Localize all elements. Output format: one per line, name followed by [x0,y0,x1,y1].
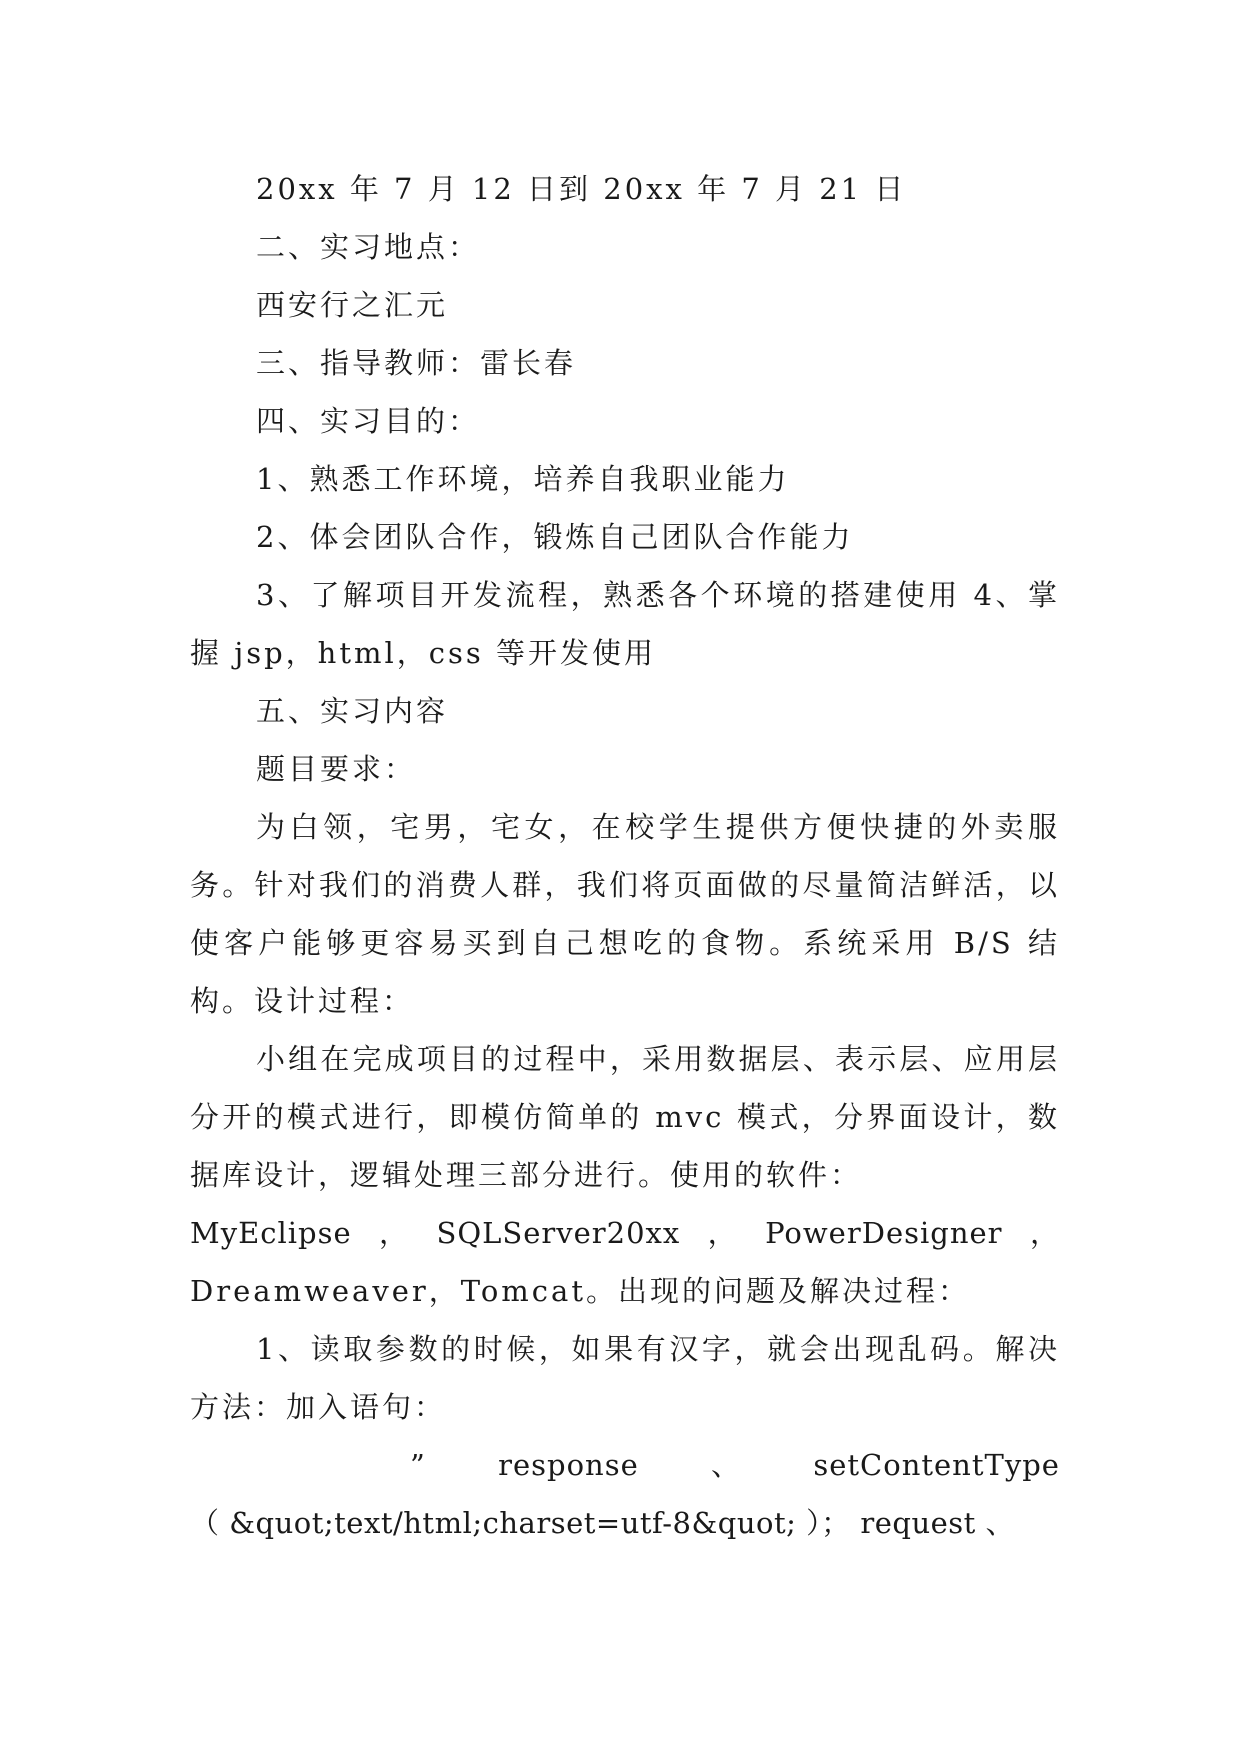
software-item: PowerDesigner [765,1216,1003,1250]
separator: ， [707,1216,738,1250]
code-line-1 [190,1436,1060,1494]
paragraph-requirements: 为白领，宅男，宅女，在校学生提供方便快捷的外卖服务。针对我们的消费人群，我们将页面做的尽量简洁鲜活，以使客户能够更容易买到自己想吃的食物。系统采用 B/S 结构。设计过程： [190,810,1060,1018]
separator: ， [1029,1216,1060,1250]
paragraph-location: 西安行之汇元 [256,288,449,322]
code-token: 、 [711,1448,742,1482]
software-item: SQLServer20xx [436,1216,681,1250]
software-item: MyEclipse [190,1216,352,1250]
code-line-2: （ &quot;text/html;charset=utf-8&quot; ）； request 、 [190,1506,1016,1540]
document-body [190,160,1060,1552]
code-token: setContentType [813,1448,1060,1482]
paragraph-after-software: Dreamweaver，Tomcat。出现的问题及解决过程： [190,1274,970,1308]
code-token: ” [410,1448,426,1482]
paragraph-date-range: 20xx 年 7 月 12 日到 20xx 年 7 月 21 日 [256,172,907,206]
code-token: response [498,1448,639,1482]
separator: ， [379,1216,410,1250]
goal-item-2: 2、体会团队合作，锻炼自己团队合作能力 [256,520,854,554]
heading-internship-location: 二、实习地点： [256,230,481,264]
goal-item-1: 1、熟悉工作环境，培养自我职业能力 [256,462,790,496]
problem-item-1: 1、读取参数的时候，如果有汉字，就会出现乱码。解决方法：加入语句： [190,1332,1060,1424]
heading-instructor: 三、指导教师：雷长春 [256,346,577,380]
heading-internship-content: 五、实习内容 [256,694,449,728]
paragraph-design-process: 小组在完成项目的过程中，采用数据层、表示层、应用层分开的模式进行，即模仿简单的 mvc 模式，分界面设计，数据库设计，逻辑处理三部分进行。使用的软件： [190,1042,1060,1192]
software-list-line [190,1204,1060,1262]
heading-internship-goals: 四、实习目的： [256,404,481,438]
goal-item-3: 3、了解项目开发流程，熟悉各个环境的搭建使用 4、掌握 jsp，html，css 等开发使用 [190,578,1060,670]
heading-requirements: 题目要求： [256,752,417,786]
